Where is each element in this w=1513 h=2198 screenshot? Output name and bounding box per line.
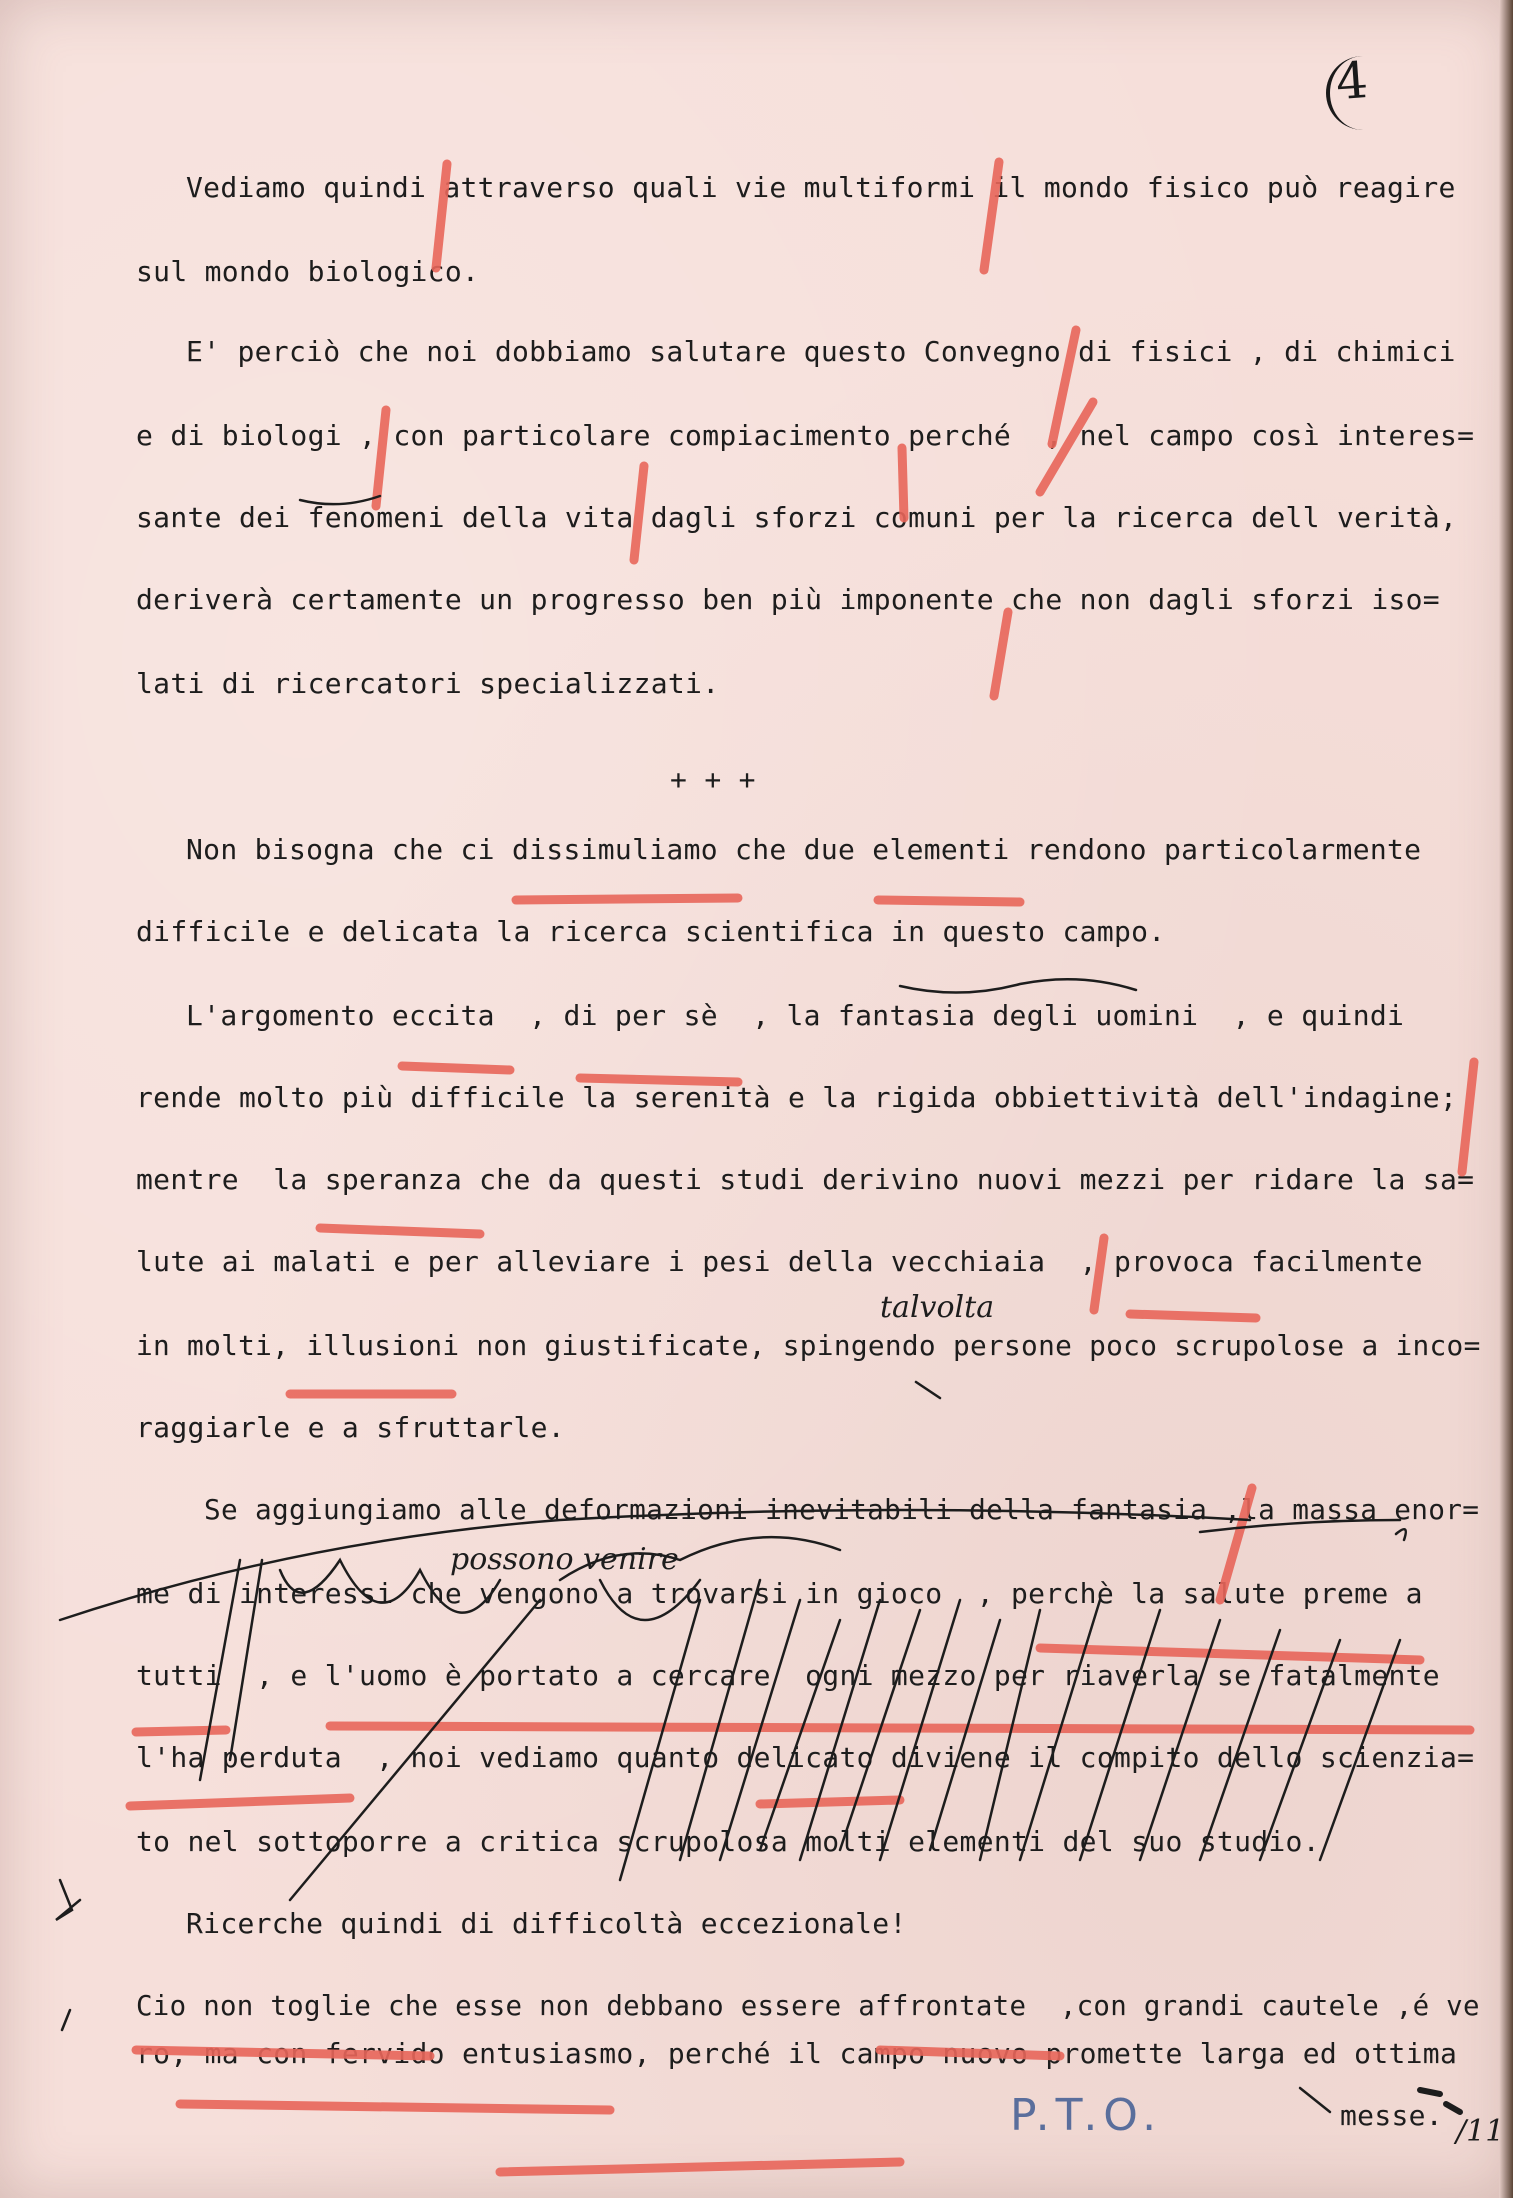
typed-line: E' perciò che noi dobbiamo salutare questo Convegno di fisici , di chimici xyxy=(186,335,1456,368)
page-number: 4 xyxy=(1334,50,1370,112)
typed-line: Se aggiungiamo alle deformazioni inevitabili della fantasia ,la massa enor= xyxy=(204,1493,1480,1526)
typed-line: messe. xyxy=(1340,2099,1443,2132)
typed-line: sante dei fenomeni della vita dagli sforzi comuni per la ricerca dell verità, xyxy=(136,501,1458,534)
typed-line: to nel sottoporre a critica scrupolosa molti elementi del suo studio. xyxy=(136,1825,1320,1858)
typed-line: tutti , e l'uomo è portato a cercare ogni mezzo per riaverla se fatalmente xyxy=(136,1659,1440,1692)
handwritten-insertion: talvolta xyxy=(880,1290,995,1325)
typed-line: Cio non toglie che esse non debbano essere affrontate ,con grandi cautele ,é ve xyxy=(136,1989,1480,2022)
handwritten-insertion: possono venire xyxy=(450,1542,679,1577)
typed-line: lute ai malati e per alleviare i pesi della vecchiaia , provoca facilmente xyxy=(136,1245,1423,1278)
typed-line: e di biologi , con particolare compiacimento perché , nel campo così interes= xyxy=(136,419,1475,452)
typed-line: difficile e delicata la ricerca scientifica in questo campo. xyxy=(136,915,1166,948)
typed-line: Non bisogna che ci dissimuliamo che due elementi rendono particolarmente xyxy=(186,833,1422,866)
typed-line: me di interessi che vengono a trovarsi in gioco , perchè la salute preme a xyxy=(136,1577,1423,1610)
typed-line: L'argomento eccita , di per sè , la fantasia degli uomini , e quindi xyxy=(186,999,1405,1032)
page-reference: /11 xyxy=(1456,2114,1505,2149)
typed-line: l'ha perduta , noi vediamo quanto delicato diviene il compito dello scienzia= xyxy=(136,1741,1475,1774)
typed-line: lati di ricercatori specializzati. xyxy=(136,667,720,700)
typed-line: + + + xyxy=(670,763,756,796)
typed-line: raggiarle e a sfruttarle. xyxy=(136,1411,565,1444)
typed-line: Ricerche quindi di difficoltà eccezionale! xyxy=(186,1907,907,1940)
typed-line: rende molto più difficile la serenità e la rigida obbiettività dell'indagine; xyxy=(136,1081,1458,1114)
typed-line: mentre la speranza che da questi studi derivino nuovi mezzi per ridare la sa= xyxy=(136,1163,1475,1196)
typed-line: Vediamo quindi attraverso quali vie multiformi il mondo fisico può reagire xyxy=(186,171,1456,204)
typed-line: sul mondo biologico. xyxy=(136,255,480,288)
typed-line: deriverà certamente un progresso ben più imponente che non dagli sforzi iso= xyxy=(136,583,1440,616)
typed-line: in molti, illusioni non giustificate, spingendo persone poco scrupolose a inco= xyxy=(136,1329,1481,1362)
typed-line: ro, ma con fervido entusiasmo, perché il campo nuovo promette larga ed ottima xyxy=(136,2037,1458,2070)
pto-stamp: P.T.O. xyxy=(1010,2090,1163,2141)
